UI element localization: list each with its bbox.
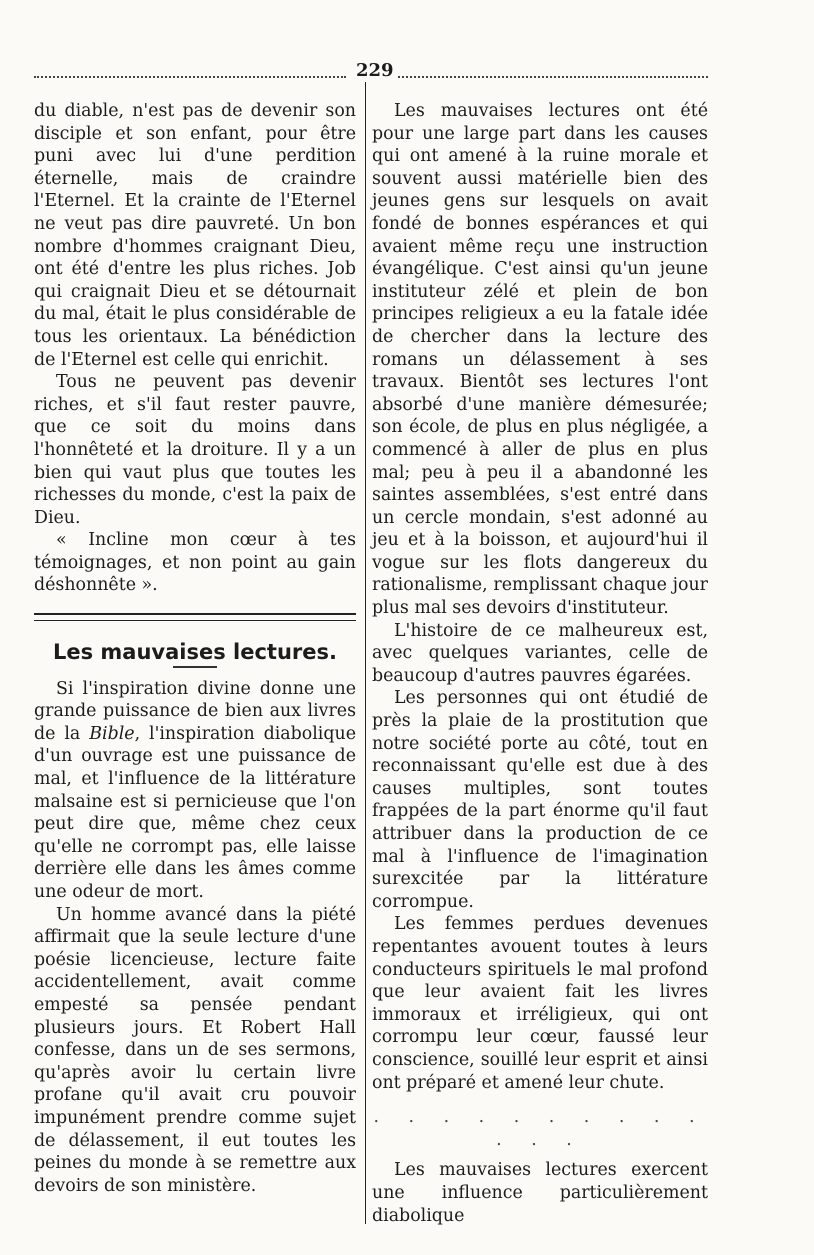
header-rule-left: [34, 76, 346, 78]
paragraph-text: , l'inspiration diabolique d'un ouvrage est une puissance de mal, et l'influence de la littérature malsaine est si pernicieuse que l'on peut dire que, même chez ceux qu'elle ne corrompt pas, elle laisse derrière elle dans les âmes comme une odeur de mort.: [34, 723, 356, 902]
right-column: [372, 100, 708, 1227]
paragraph: [34, 678, 356, 904]
paragraph: Tous ne peuvent pas devenir riches, et s'il faut rester pauvre, que ce soit du moins dans l'honnêteté et la droiture. Il y a un bien qui vaut plus que toutes les richesses du monde, c'est la paix de Dieu.: [34, 372, 356, 528]
section-separator: [34, 613, 356, 621]
ellipsis-line: . . . . . . . . . . . . .: [373, 1107, 707, 1150]
header-rule-right: [398, 76, 708, 78]
paragraph: du diable, n'est pas de devenir son disciple et son enfant, pour être puni avec lui d'une perdition éternelle, mais de craindre l'Eternel. Et la crainte de l'Eternel ne veut pas dire pauvreté. Un bon nombre d'hommes craignant Dieu, ont été d'entre les plus riches. Job qui craignait Dieu et se détournait du mal, était le plus considérable de tous les orientaux. La bénédiction de l'Eternel est celle qui enrichit.: [34, 101, 356, 370]
page-header: [34, 60, 708, 84]
title-ornament: [173, 666, 217, 668]
section-title: Les mauvaises lectures.: [52, 640, 337, 665]
italic-title: Bible: [89, 723, 135, 744]
left-column: [34, 100, 356, 1197]
paragraph: « Incline mon cœur à tes témoignages, et non point au gain déshonnête ».: [34, 530, 356, 596]
paragraph: Les mauvaises lectures ont été pour une large part dans les causes qui ont amené à la ruine morale et souvent aussi matérielle bien des jeunes gens sur lesquels on avait fondé de bonnes espérances et qui avaient même reçu une instruction évangélique. C'est ainsi qu'un jeune instituteur zélé et plein de bon principes religieux a eu la fatale idée de chercher dans la lecture des romans un délassement à ses travaux. Bientôt ses lectures l'ont absorbé d'une manière démesurée; son école, de plus en plus négligée, a commencé à aller de plus en plus mal; peu à peu il a abandonné les saintes assemblées, s'est entré dans un cercle mondain, s'est adonné au jeu et à la boisson, et aujourd'hui il vogue sur les flots dangereux du rationalisme, remplissant chaque jour plus mal ses devoirs d'instituteur.: [372, 101, 708, 619]
paragraph: L'histoire de ce malheureux est, avec quelques variantes, celle de beaucoup d'autres pauvres égarées.: [372, 620, 708, 686]
book-page: [34, 60, 708, 1240]
column-divider: [365, 82, 366, 1224]
paragraph: Un homme avancé dans la piété affirmait que la seule lecture d'une poésie licencieuse, lecture faite accidentellement, avait comme empesté sa pensée pendant plusieurs jours. Et Robert Hall confesse, dans un de ses sermons, qu'après avoir lu certain livre profane qu'il avait cru pouvoir impunément prendre comme sujet de délassement, il eut toutes les peines du monde à se remettre aux devoirs de son ministère.: [34, 904, 356, 1196]
paragraph-text: Si l'inspiration divine donne une grande puissance de bien aux livres de la: [34, 678, 356, 744]
paragraph: Les mauvaises lectures exercent une influence particulièrement diabolique: [372, 1160, 708, 1226]
paragraph: Les femmes perdues devenues repentantes avouent toutes à leurs conducteurs spirituels le mal profond que leur avaient fait les livres immoraux et irréligieux, qui ont corrompu leur cœur, faussé leur conscience, souillé leur esprit et ainsi ont préparé et amené leur chute.: [372, 914, 708, 1093]
page-number: 229: [356, 60, 394, 81]
paragraph: Les personnes qui ont étudié de près la plaie de la prostitution que notre société porte au côté, tout en reconnaissant qu'elle est due à des causes multiples, sont toutes frappées de la part énorme qu'il faut attribuer dans la production de ce mal à l'influence de l'imagination surexcitée par la littérature corrompue.: [372, 688, 708, 912]
